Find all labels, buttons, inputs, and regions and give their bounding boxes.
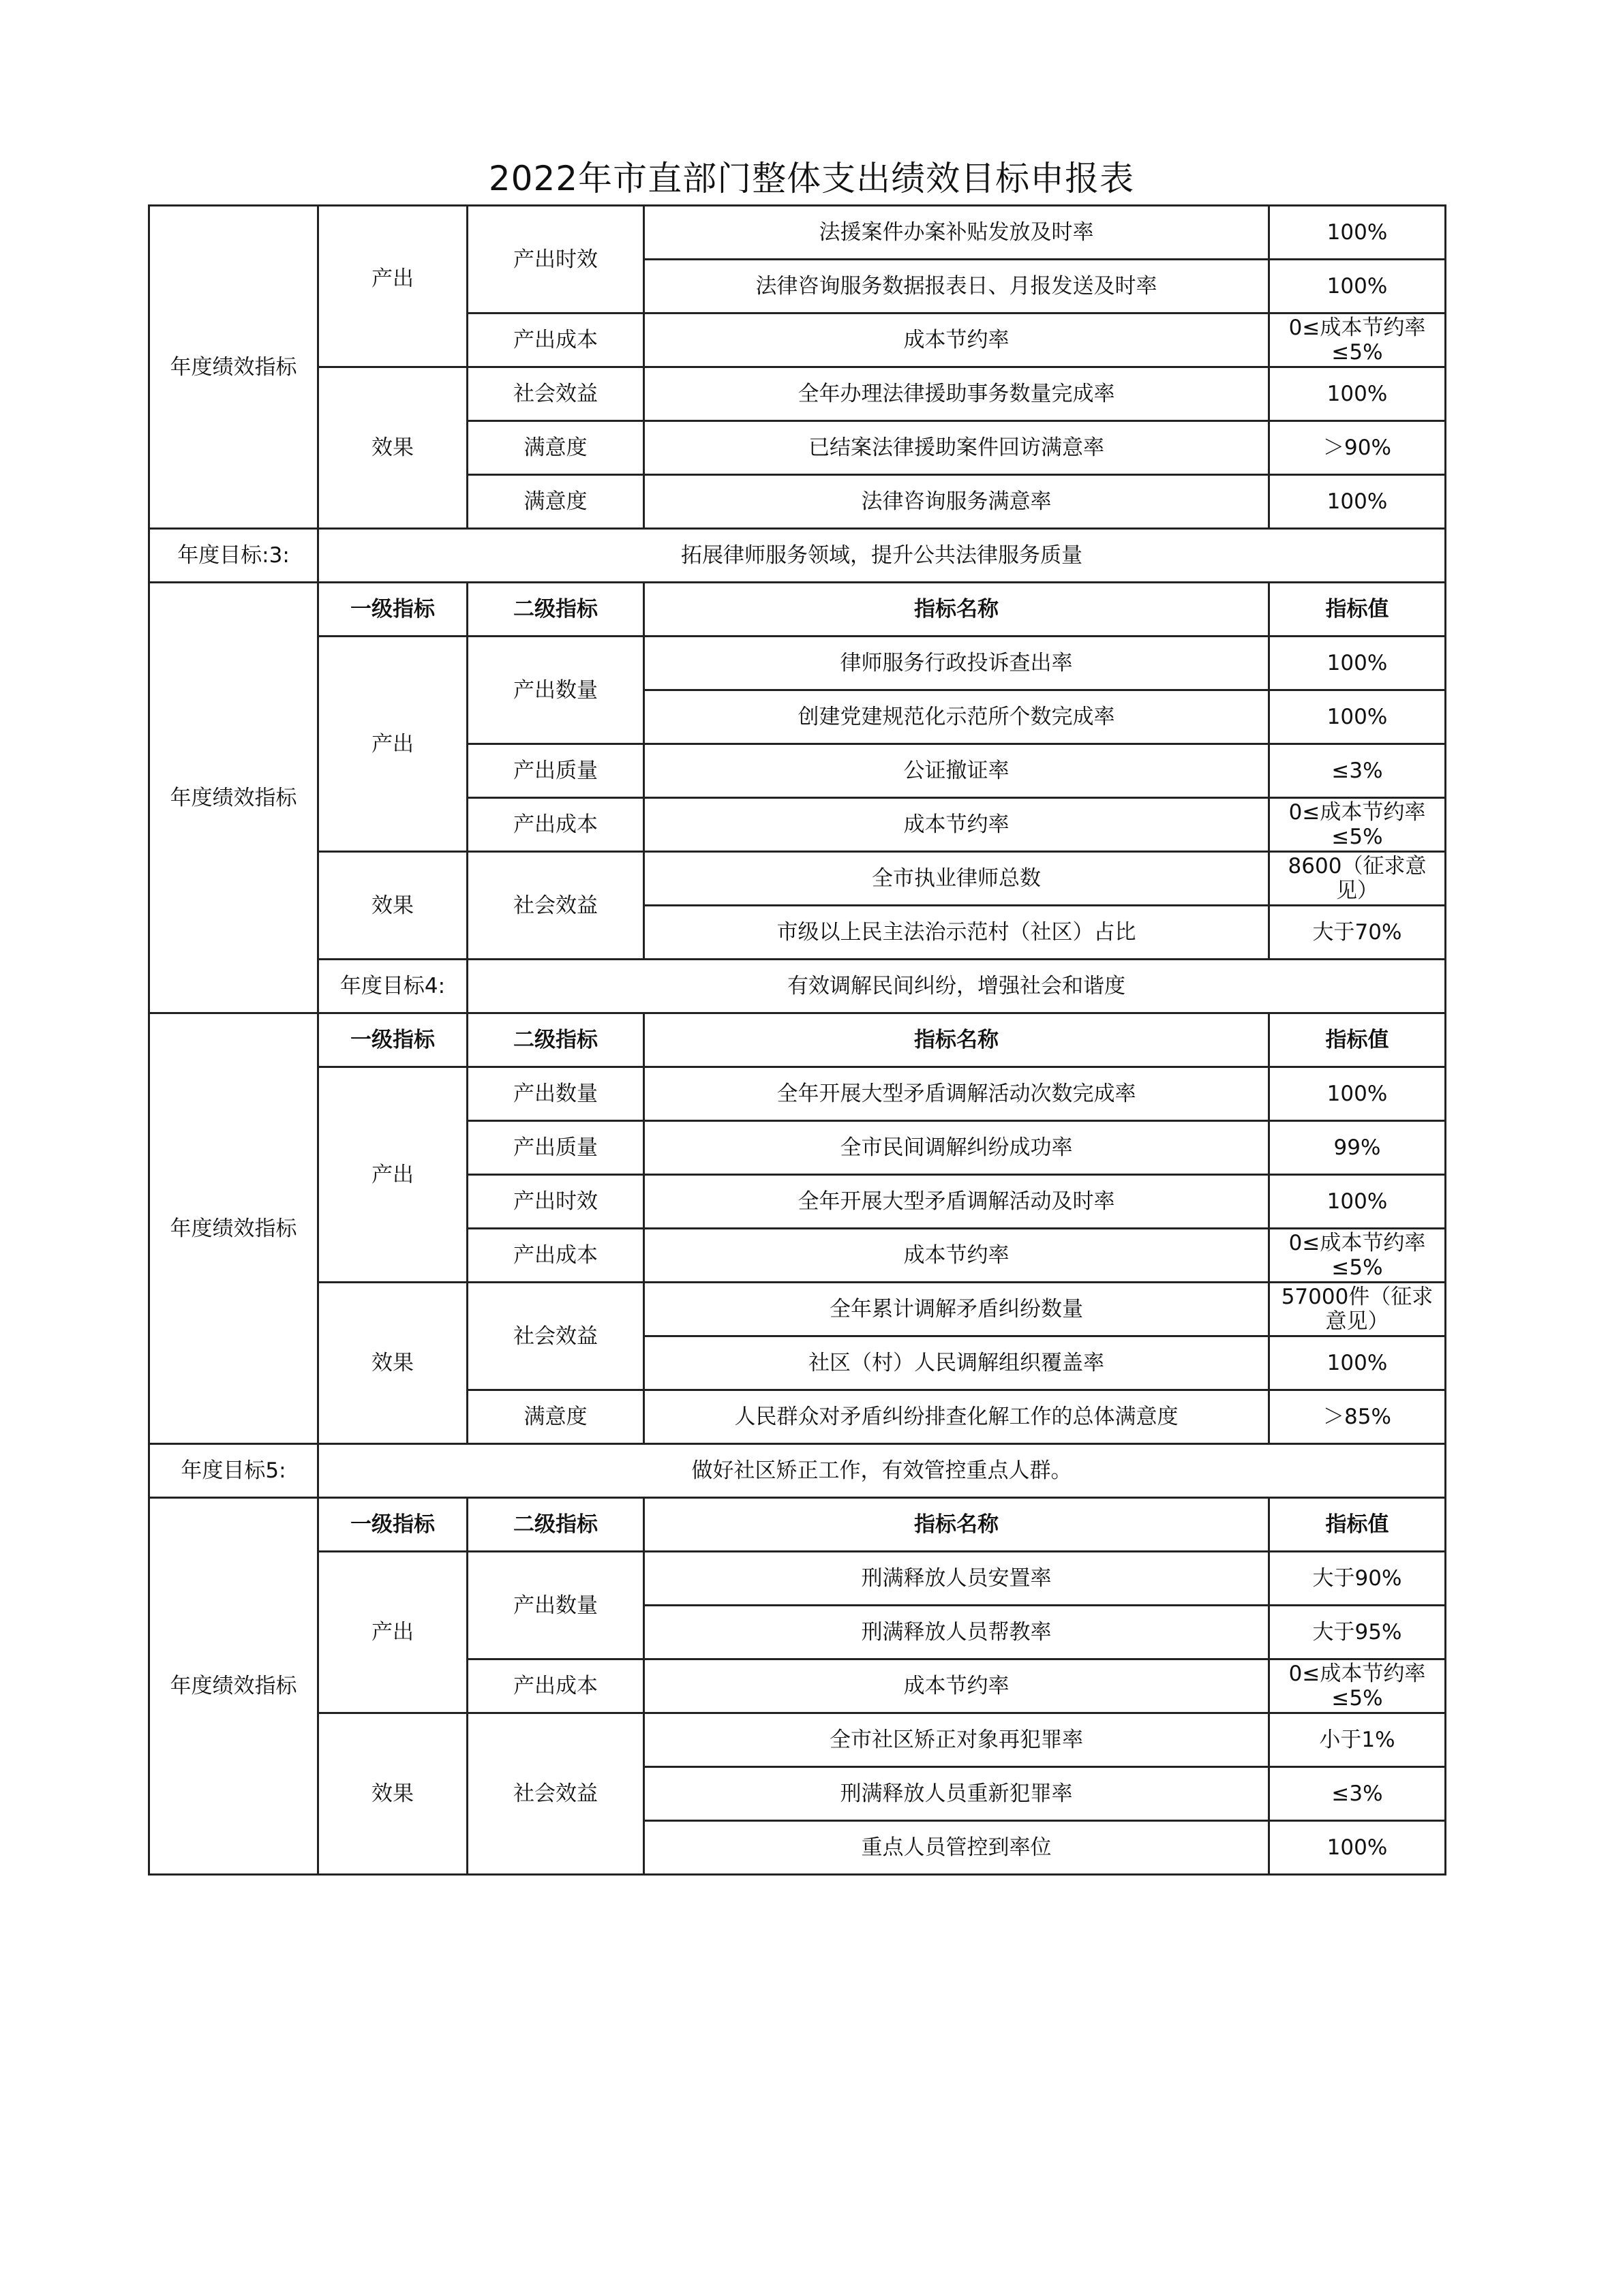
level2-label: 社会效益 (468, 852, 644, 960)
header-level2: 二级指标 (468, 1013, 644, 1067)
indicator-value: 100% (1269, 1175, 1446, 1229)
indicator-value: 0≤成本节约率≤5% (1269, 1659, 1446, 1713)
goal-label: 年度目标5: (149, 1444, 318, 1498)
indicator-name: 全年开展大型矛盾调解活动次数完成率 (644, 1067, 1269, 1121)
goal-text: 有效调解民间纠纷，增强社会和谐度 (468, 960, 1446, 1013)
level2-label: 产出质量 (468, 744, 644, 798)
indicator-name: 人民群众对矛盾纠纷排查化解工作的总体满意度 (644, 1390, 1269, 1444)
indicator-name: 重点人员管控到率位 (644, 1821, 1269, 1875)
header-row (149, 583, 1446, 637)
indicator-name: 创建党建规范化示范所个数完成率 (644, 690, 1269, 744)
level2-label: 产出质量 (468, 1121, 644, 1175)
goal-row (149, 960, 1446, 1013)
level2-label: 满意度 (468, 421, 644, 475)
level2-label: 产出成本 (468, 1229, 644, 1283)
goal-text: 做好社区矫正工作，有效管控重点人群。 (318, 1444, 1446, 1498)
indicator-name: 已结案法律援助案件回访满意率 (644, 421, 1269, 475)
indicator-value: ≤3% (1269, 1767, 1446, 1821)
level1-output-label: 产出 (318, 1067, 468, 1283)
indicator-name: 市级以上民主法治示范村（社区）占比 (644, 906, 1269, 960)
indicator-value: 100% (1269, 260, 1446, 313)
table-row (149, 1067, 1446, 1121)
level2-label: 产出时效 (468, 1175, 644, 1229)
indicator-value: 100% (1269, 475, 1446, 529)
level1-output-label: 产出 (318, 637, 468, 852)
indicator-value: 100% (1269, 206, 1446, 260)
goal-row (149, 1444, 1446, 1498)
goal-label: 年度目标:3: (149, 529, 318, 583)
indicator-value: 100% (1269, 637, 1446, 690)
goal-label: 年度目标4: (318, 960, 468, 1013)
indicator-value: 大于70% (1269, 906, 1446, 960)
indicator-value: 100% (1269, 1067, 1446, 1121)
indicator-name: 成本节约率 (644, 1229, 1269, 1283)
indicator-value: 100% (1269, 1336, 1446, 1390)
indicator-value: 100% (1269, 690, 1446, 744)
table-row (149, 852, 1446, 906)
level2-label: 产出成本 (468, 1659, 644, 1713)
indicator-value: 0≤成本节约率≤5% (1269, 313, 1446, 367)
perf-indicator-label: 年度绩效指标 (149, 1013, 318, 1444)
indicator-name: 刑满释放人员重新犯罪率 (644, 1767, 1269, 1821)
header-indicator-name: 指标名称 (644, 1498, 1269, 1552)
indicator-name: 法援案件办案补贴发放及时率 (644, 206, 1269, 260)
indicator-value: 57000件（征求意见） (1269, 1283, 1446, 1336)
indicator-value: ≤3% (1269, 744, 1446, 798)
header-indicator-name: 指标名称 (644, 583, 1269, 637)
level1-effect-label: 效果 (318, 367, 468, 529)
indicator-value: ＞90% (1269, 421, 1446, 475)
level2-label: 满意度 (468, 475, 644, 529)
table-row (149, 367, 1446, 421)
header-level1: 一级指标 (318, 1013, 468, 1067)
level1-effect-label: 效果 (318, 1283, 468, 1444)
header-indicator-name: 指标名称 (644, 1013, 1269, 1067)
page-title: 2022年市直部门整体支出绩效目标申报表 (488, 159, 1135, 198)
indicator-name: 全市执业律师总数 (644, 852, 1269, 906)
indicator-name: 全年累计调解矛盾纠纷数量 (644, 1283, 1269, 1336)
header-indicator-value: 指标值 (1269, 583, 1446, 637)
level1-effect-label: 效果 (318, 852, 468, 960)
level2-label: 产出数量 (468, 637, 644, 744)
indicator-value: 小于1% (1269, 1713, 1446, 1767)
level2-label: 满意度 (468, 1390, 644, 1444)
indicator-name: 成本节约率 (644, 798, 1269, 852)
level2-label: 社会效益 (468, 1713, 644, 1875)
goal-row (149, 529, 1446, 583)
indicator-name: 全市社区矫正对象再犯罪率 (644, 1713, 1269, 1767)
indicator-name: 公证撤证率 (644, 744, 1269, 798)
level1-output-label: 产出 (318, 206, 468, 367)
level1-effect-label: 效果 (318, 1713, 468, 1875)
indicator-name: 社区（村）人民调解组织覆盖率 (644, 1336, 1269, 1390)
indicator-name: 成本节约率 (644, 313, 1269, 367)
table-row (149, 1713, 1446, 1767)
level2-label: 产出数量 (468, 1067, 644, 1121)
indicator-name: 刑满释放人员帮教率 (644, 1606, 1269, 1659)
level2-label: 社会效益 (468, 367, 644, 421)
indicator-value: 大于90% (1269, 1552, 1446, 1606)
indicator-value: 0≤成本节约率≤5% (1269, 1229, 1446, 1283)
indicator-value: 0≤成本节约率≤5% (1269, 798, 1446, 852)
level2-label: 社会效益 (468, 1283, 644, 1390)
level2-label: 产出成本 (468, 313, 644, 367)
goal-text: 拓展律师服务领域，提升公共法律服务质量 (318, 529, 1446, 583)
header-level1: 一级指标 (318, 583, 468, 637)
indicator-name: 法律咨询服务数据报表日、月报发送及时率 (644, 260, 1269, 313)
indicator-name: 成本节约率 (644, 1659, 1269, 1713)
level2-label: 产出时效 (468, 206, 644, 313)
table-row (149, 1552, 1446, 1606)
indicator-value: 100% (1269, 367, 1446, 421)
level2-label: 产出数量 (468, 1552, 644, 1659)
indicator-value: 100% (1269, 1821, 1446, 1875)
performance-table (148, 204, 1446, 1876)
indicator-value: 99% (1269, 1121, 1446, 1175)
indicator-name: 全年开展大型矛盾调解活动及时率 (644, 1175, 1269, 1229)
indicator-name: 全年办理法律援助事务数量完成率 (644, 367, 1269, 421)
header-level2: 二级指标 (468, 1498, 644, 1552)
header-indicator-value: 指标值 (1269, 1013, 1446, 1067)
indicator-value: 大于95% (1269, 1606, 1446, 1659)
indicator-name: 全市民间调解纠纷成功率 (644, 1121, 1269, 1175)
indicator-value: ＞85% (1269, 1390, 1446, 1444)
indicator-name: 法律咨询服务满意率 (644, 475, 1269, 529)
indicator-value: 8600（征求意见） (1269, 852, 1446, 906)
indicator-name: 律师服务行政投诉查出率 (644, 637, 1269, 690)
header-level2: 二级指标 (468, 583, 644, 637)
header-row (149, 1498, 1446, 1552)
level1-output-label: 产出 (318, 1552, 468, 1713)
header-indicator-value: 指标值 (1269, 1498, 1446, 1552)
perf-indicator-label: 年度绩效指标 (149, 583, 318, 1013)
table-row (149, 206, 1446, 260)
header-row (149, 1013, 1446, 1067)
perf-indicator-label: 年度绩效指标 (149, 1498, 318, 1875)
indicator-name: 刑满释放人员安置率 (644, 1552, 1269, 1606)
table-row (149, 637, 1446, 690)
perf-indicator-label: 年度绩效指标 (149, 206, 318, 529)
level2-label: 产出成本 (468, 798, 644, 852)
header-level1: 一级指标 (318, 1498, 468, 1552)
table-row (149, 1283, 1446, 1336)
